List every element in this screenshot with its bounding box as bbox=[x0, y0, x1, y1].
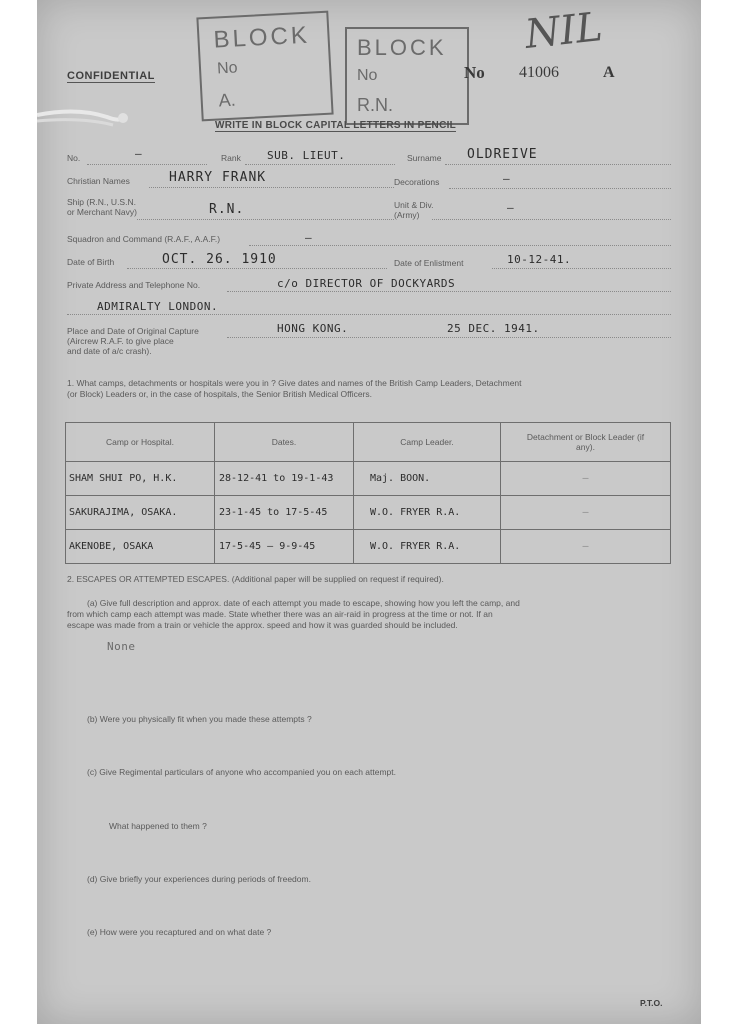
q1-text-2: (or Block) Leaders or, in the case of hospitals, the Senior British Medical Officers. bbox=[67, 389, 373, 399]
address-value-1: c/o DIRECTOR OF DOCKYARDS bbox=[277, 277, 456, 290]
stamp-a-line1: BLOCK bbox=[212, 21, 311, 54]
table-header-row bbox=[66, 423, 671, 462]
rank-value: SUB. LIEUT. bbox=[267, 149, 346, 162]
camp-cell: AKENOBE, OSAKA bbox=[66, 530, 215, 564]
unit-label-1: Unit & Div. bbox=[394, 200, 434, 210]
stamp-rn-line2: No bbox=[357, 67, 378, 84]
detachment-cell: — bbox=[501, 462, 671, 496]
q2a-text-2: from which camp each attempt was made. State whether there was an air-raid in progress at the time or not. If an bbox=[67, 609, 493, 619]
dob-line bbox=[127, 268, 387, 269]
unit-line bbox=[432, 219, 671, 220]
capture-date: 25 DEC. 1941. bbox=[447, 322, 540, 335]
decorations-label: Decorations bbox=[394, 177, 440, 187]
dates-cell: 17-5-45 – 9-9-45 bbox=[215, 530, 354, 564]
christian-line bbox=[149, 187, 394, 188]
unit-label-2: (Army) bbox=[394, 210, 420, 220]
q2c-text: (c) Give Regimental particulars of anyone who accompanied you on each attempt. bbox=[87, 767, 396, 777]
decorations-value: – bbox=[503, 172, 511, 185]
enlistment-label: Date of Enlistment bbox=[394, 258, 464, 268]
col-detachment: Detachment or Block Leader (if any). bbox=[501, 423, 671, 462]
dates-cell: 28-12-41 to 19-1-43 bbox=[215, 462, 354, 496]
surname-line bbox=[445, 164, 671, 165]
camps-table bbox=[65, 422, 671, 564]
q2a-text-3: escape was made from a train or vehicle the approx. speed and how it was guarded should be included. bbox=[67, 620, 458, 630]
block-stamp-rn bbox=[345, 27, 469, 125]
col-dates: Dates. bbox=[215, 423, 354, 462]
capture-label-1: Place and Date of Original Capture bbox=[67, 326, 199, 336]
surname-value: OLDREIVE bbox=[467, 147, 538, 162]
stamp-rn-line1: BLOCK bbox=[357, 35, 447, 60]
capture-place: HONG KONG. bbox=[277, 322, 349, 335]
number-label: No bbox=[464, 63, 485, 82]
ship-label-2: or Merchant Navy) bbox=[67, 207, 137, 217]
christian-names-value: HARRY FRANK bbox=[169, 170, 267, 185]
camp-cell: SAKURAJIMA, OSAKA. bbox=[66, 496, 215, 530]
enlistment-line bbox=[492, 268, 671, 269]
string-tie bbox=[37, 95, 137, 145]
col-camp: Camp or Hospital. bbox=[66, 423, 215, 462]
pencil-instruction: WRITE IN BLOCK CAPITAL LETTERS IN PENCIL bbox=[215, 120, 457, 131]
address-line-2 bbox=[67, 314, 671, 315]
no-value: – bbox=[135, 147, 143, 160]
leader-cell: W.O. FRYER R.A. bbox=[354, 496, 501, 530]
leader-cell: W.O. FRYER R.A. bbox=[354, 530, 501, 564]
q2a-text-1: (a) Give full description and approx. date of each attempt you made to escape, showing how you left the camp, and bbox=[87, 598, 520, 608]
block-stamp-a bbox=[196, 11, 333, 122]
form-number: 41006 bbox=[519, 64, 559, 81]
detachment-cell: — bbox=[501, 496, 671, 530]
table-row bbox=[66, 462, 671, 496]
camp-cell: SHAM SHUI PO, H.K. bbox=[66, 462, 215, 496]
nil-annotation: NIL bbox=[522, 4, 605, 58]
stamp-a-line3: A. bbox=[218, 89, 237, 111]
squadron-label: Squadron and Command (R.A.F., A.A.F.) bbox=[67, 234, 221, 244]
decorations-line bbox=[449, 188, 671, 189]
squadron-line bbox=[249, 245, 671, 246]
rank-label: Rank bbox=[221, 153, 241, 163]
stamp-a-line2: No bbox=[216, 59, 238, 78]
leader-cell: Maj. BOON. bbox=[354, 462, 501, 496]
address-value-2: ADMIRALTY LONDON. bbox=[97, 300, 219, 313]
detachment-cell: — bbox=[501, 530, 671, 564]
dob-value: OCT. 26. 1910 bbox=[162, 252, 277, 267]
dob-label: Date of Birth bbox=[67, 257, 115, 267]
form-page bbox=[37, 0, 701, 1024]
q2a-answer: None bbox=[107, 640, 136, 653]
no-label: No. bbox=[67, 153, 81, 163]
q2d-text: (d) Give briefly your experiences during periods of freedom. bbox=[87, 874, 311, 884]
squadron-value: – bbox=[305, 231, 313, 244]
q2e-text: (e) How were you recaptured and on what date ? bbox=[87, 927, 272, 937]
ship-value: R.N. bbox=[209, 202, 245, 217]
q1-text-1: 1. What camps, detachments or hospitals were you in ? Give dates and names of the British Camp Leaders, Detachment bbox=[67, 378, 522, 388]
dates-cell: 23-1-45 to 17-5-45 bbox=[215, 496, 354, 530]
confidential-label: CONFIDENTIAL bbox=[67, 70, 155, 82]
surname-label: Surname bbox=[407, 153, 442, 163]
col-leader: Camp Leader. bbox=[354, 423, 501, 462]
ship-line bbox=[137, 219, 394, 220]
table-row bbox=[66, 530, 671, 564]
capture-label-2: (Aircrew R.A.F. to give place bbox=[67, 336, 174, 346]
q2-heading: 2. ESCAPES OR ATTEMPTED ESCAPES. (Additional paper will be supplied on request if required). bbox=[67, 574, 444, 584]
unit-value: – bbox=[507, 201, 515, 214]
rank-line bbox=[245, 164, 395, 165]
q2b-text: (b) Were you physically fit when you made these attempts ? bbox=[87, 714, 312, 724]
stamp-rn-line3: R.N. bbox=[357, 95, 393, 115]
address-label: Private Address and Telephone No. bbox=[67, 280, 201, 290]
q2c-followup: What happened to them ? bbox=[109, 821, 207, 831]
capture-label-3: and date of a/c crash). bbox=[67, 346, 152, 356]
ship-label-1: Ship (R.N., U.S.N. bbox=[67, 197, 136, 207]
enlistment-value: 10-12-41. bbox=[507, 253, 572, 266]
capture-line bbox=[227, 337, 671, 338]
form-suffix: A bbox=[603, 64, 615, 81]
table-row bbox=[66, 496, 671, 530]
address-line-1 bbox=[227, 291, 671, 292]
christian-names-label: Christian Names bbox=[67, 176, 130, 186]
pto-label: P.T.O. bbox=[640, 998, 663, 1008]
no-line bbox=[87, 164, 207, 165]
